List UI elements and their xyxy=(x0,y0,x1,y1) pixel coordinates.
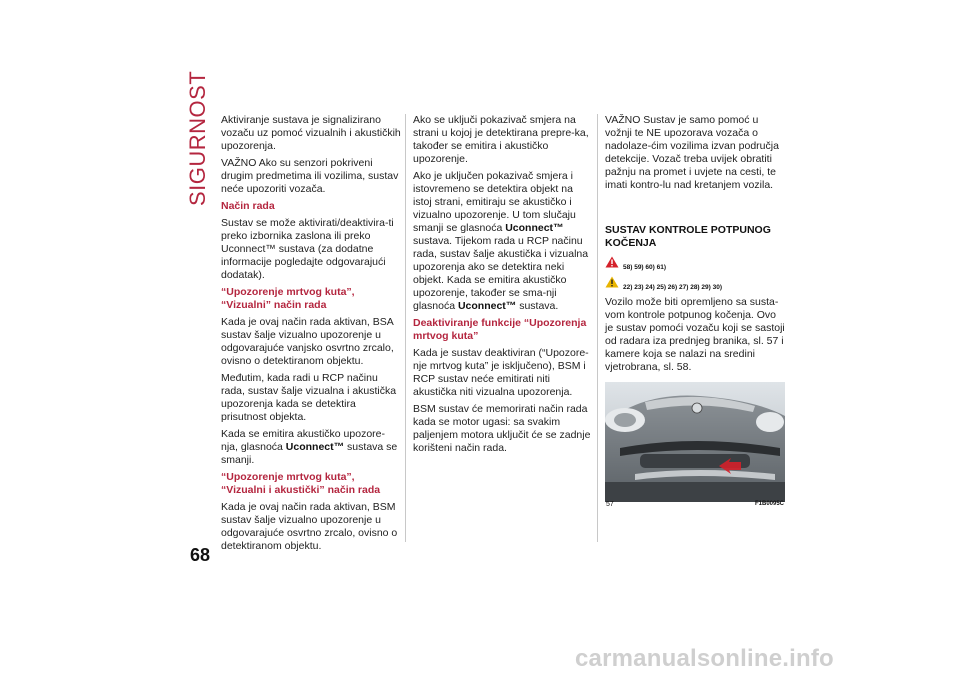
figure-57 xyxy=(605,382,785,512)
paragraph: Međutim, kada radi u RCP načinu rada, sustav šalje vizualna i akustička upozorenja kada se detektira prisutnost objekta. xyxy=(221,372,397,423)
paragraph: VAŽNO Sustav je samo pomoć u vožnji te NE upozorava vozača o nadolaze-ćim vozilima izvan područja detekcije. Vozač treba uvijek obratiti pažnju na promet i uvjete na cesti, te imati kontro-lu nad kretanjem vozila. xyxy=(605,114,779,191)
caution-triangle-icon xyxy=(605,276,619,288)
car-front-photo xyxy=(605,382,785,512)
paragraph: Vozilo može biti opremljeno sa susta-vom kontrole potpunog kočenja. Ovo je sustav pomoći vozaču koji se sastoji od radara iza prednjeg branika, sl. 57 i kamere koja se nalazi na sredini vjetrobrana, sl. 58. xyxy=(605,296,785,373)
warning-refs-text: 58) 59) 60) 61) xyxy=(623,264,666,271)
column-divider xyxy=(405,114,406,542)
paragraph: Ako se uključi pokazivač smjera na strani u kojoj je detektirana prepre-ka, također se emitira i akustičko upozorenje. xyxy=(413,114,589,165)
brand-name: Uconnect™ xyxy=(505,222,564,234)
figure-number: 57 xyxy=(606,501,614,508)
paragraph: Sustav se može aktivirati/deaktivira-ti preko izbornika zaslona ili preko Uconnect™ sustava (za dodatne informacije pogledajte odgovarajući dodatak). xyxy=(221,217,394,281)
subheading: “Upozorenje mrtvog kuta”, “Vizualni” način rada xyxy=(221,286,355,311)
figure-code: F1B0095C xyxy=(754,501,784,507)
text-column-3 xyxy=(605,114,785,512)
text-run: sustava se smanji. xyxy=(221,441,398,466)
paragraph xyxy=(413,170,593,313)
page-number: 68 xyxy=(190,545,211,565)
section-side-title: SIGURNOST xyxy=(185,70,210,206)
text-run: Kada se emitira akustičko upozore-nja, glasnoća xyxy=(221,428,385,453)
section-heading: SUSTAV KONTROLE POTPUNOG KOČENJA xyxy=(605,224,771,249)
text-run: sustava. xyxy=(516,300,559,312)
paragraph: Kada je ovaj način rada aktivan, BSM sustav šalje vizualno upozorenje u odgovarajuće osvrtno zrcalo, ovisno o detektiranom objektu. xyxy=(221,501,398,552)
column-divider xyxy=(597,114,598,542)
caution-refs-text: 22) 23) 24) 25) 26) 27) 28) 29) 30) xyxy=(623,284,722,291)
text-column-2 xyxy=(413,114,593,459)
brand-name: Uconnect™ xyxy=(457,300,517,312)
warning-triangle-icon xyxy=(605,256,619,268)
caution-references xyxy=(605,276,785,294)
subheading: Način rada xyxy=(221,200,275,212)
paragraph: Kada je ovaj način rada aktivan, BSA sustav šalje vizualno upozorenje u odgovarajuće vanjsko osvrtno zrcalo, ovisno o detektiranom objektu. xyxy=(221,316,394,367)
paragraph: VAŽNO Ako su senzori pokriveni drugim predmetima ili vozilima, sustav neće upozoriti vozača. xyxy=(221,157,399,195)
site-watermark: carmanualsonline.info xyxy=(575,645,834,672)
brand-name: Uconnect™ xyxy=(285,441,345,453)
paragraph: Kada je sustav deaktiviran (“Upozore-nje mrtvog kuta” je isključeno), BSM i RCP sustav neće emitirati niti akustička niti vizualna upozorenja. xyxy=(413,347,589,398)
text-run: Ako je uključen pokazivač smjera i istovremeno se detektira objekt na istoj strani, emitiraju se akustičko i vizualno upozorenje. U tom slučaju smanji se glasnoća xyxy=(413,170,576,234)
text-run: sustava. Tijekom rada u RCP načinu rada, sustav šalje akustička i vizualna upozorenja ako se detektira neki objekt. Kada se emitira akustičko upozorenje, također se sma-nji glasnoća xyxy=(413,235,589,312)
warning-references xyxy=(605,256,785,274)
subheading: “Upozorenje mrtvog kuta”, “Vizualni i akustički” način rada xyxy=(221,471,381,496)
paragraph xyxy=(221,428,401,467)
paragraph: Aktiviranje sustava je signalizirano vozaču uz pomoć vizualnih i akustičkih upozorenja. xyxy=(221,114,401,152)
subheading: Deaktiviranje funkcije “Upozorenja mrtvog kuta” xyxy=(413,317,587,342)
text-column-1 xyxy=(221,114,401,557)
paragraph: BSM sustav će memorirati način rada kada se motor ugasi: sa svakim paljenjem motora uključit će se zadnje korišteni način rada. xyxy=(413,403,591,454)
